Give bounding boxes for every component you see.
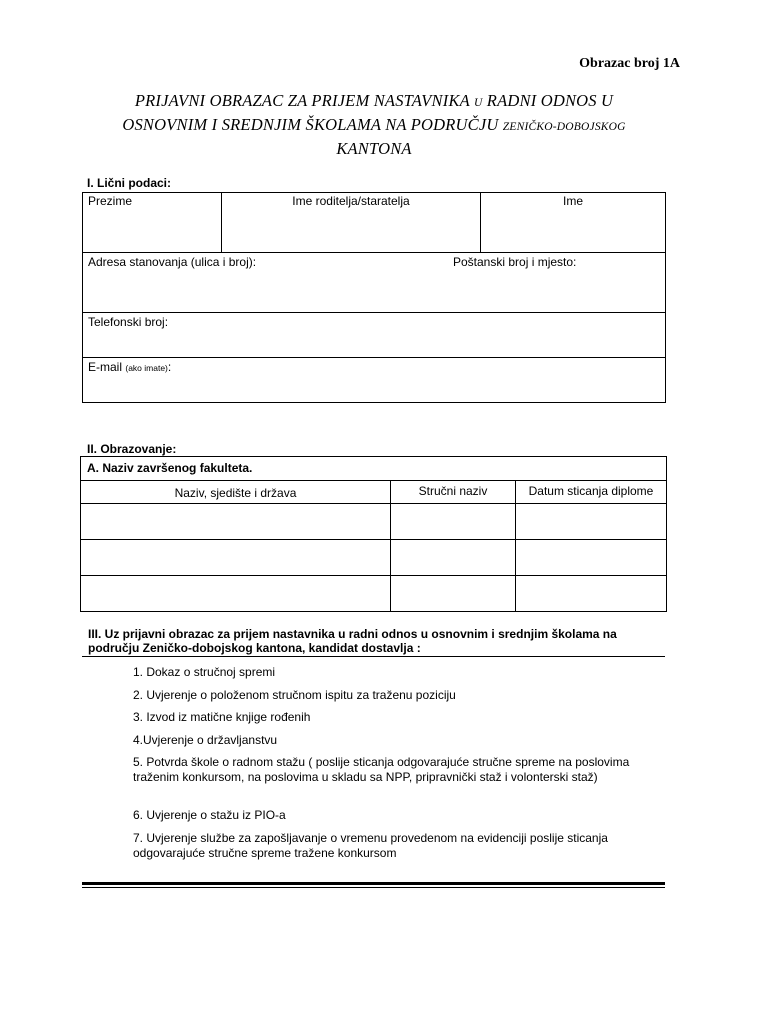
- col-naziv-label: Naziv, sjedište i država: [174, 486, 297, 500]
- education-row-2-strucni[interactable]: [390, 539, 516, 576]
- section2-heading: II. Obrazovanje:: [87, 442, 177, 456]
- required-doc-1: 1. Dokaz o stručnoj spremi: [133, 665, 276, 679]
- required-doc-2: 2. Uvjerenje o položenom stručnom ispitu za traženu poziciju: [133, 688, 456, 702]
- title-line2-small: ZENIČKO-DOBOJSKOG: [502, 121, 626, 133]
- title-line1-a: PRIJAVNI OBRAZAC ZA PRIJEM NASTAVNIKA: [134, 91, 474, 110]
- faculty-subheading: A. Naziv završenog fakulteta.: [87, 461, 253, 475]
- email-colon: :: [167, 360, 172, 374]
- faculty-header-row: [80, 456, 667, 481]
- form-number: Obrazac broj 1A: [579, 56, 680, 71]
- col-datum-header: [515, 480, 667, 504]
- bottom-rule-thick: [82, 882, 665, 885]
- col-strucni-label: Stručni naziv: [418, 484, 488, 498]
- adresa-label: Adresa stanovanja (ulica i broj):: [88, 255, 257, 269]
- telefon-field[interactable]: [82, 312, 666, 358]
- personal-data-table: [82, 192, 666, 403]
- title-line1-small: U: [473, 97, 483, 109]
- required-doc-3: 3. Izvod iz matične knjige rođenih: [133, 710, 311, 724]
- bottom-rule-thin: [82, 887, 665, 888]
- email-field[interactable]: [82, 357, 666, 403]
- education-table: [80, 456, 667, 612]
- title-line3: KANTONA: [336, 139, 412, 158]
- ime-label: Ime: [562, 194, 583, 208]
- section3-underline: [82, 656, 665, 657]
- title-line2-a: OSNOVNIM I SREDNJIM ŠKOLAMA NA PODRUČJU: [122, 115, 503, 134]
- required-doc-7: 7. Uvjerenje službe za zapošljavanje o vremenu provedenom na evidenciji poslije sticanja odgovarajuće stručne spreme tražene konkursom: [133, 831, 608, 860]
- prezime-label: Prezime: [88, 194, 133, 208]
- section3-heading-line2: području Zeničko-dobojskog kantona, kandidat dostavlja :: [88, 641, 421, 655]
- education-row-2-datum[interactable]: [515, 539, 667, 576]
- postanski-label: Poštanski broj i mjesto:: [453, 255, 577, 269]
- education-row-1-datum[interactable]: [515, 503, 667, 540]
- roditelj-field[interactable]: [221, 192, 481, 253]
- ime-field[interactable]: [480, 192, 666, 253]
- email-label: [88, 360, 171, 374]
- education-row-1-naziv[interactable]: [80, 503, 391, 540]
- title-line1-b: RADNI ODNOS U: [482, 91, 614, 110]
- required-doc-5: 5. Potvrda škole o radnom stažu ( poslije sticanja odgovarajuće stručne spreme na poslovima traženim konkursom, na poslovima u skladu sa NPP, pripravnički staž i volonterski staž): [133, 755, 630, 784]
- form-title: [82, 90, 666, 159]
- education-row-3-datum[interactable]: [515, 575, 667, 612]
- col-strucni-header: [390, 480, 516, 504]
- education-row-1-strucni[interactable]: [390, 503, 516, 540]
- adresa-field[interactable]: [82, 252, 666, 313]
- required-doc-4: 4.Uvjerenje o državljanstvu: [133, 733, 278, 747]
- col-naziv-header: [80, 480, 391, 504]
- section3-heading: [88, 627, 668, 655]
- education-row-2-naziv[interactable]: [80, 539, 391, 576]
- email-note: (ako imate): [125, 363, 168, 373]
- section1-heading: I. Lični podaci:: [87, 176, 172, 190]
- section3-heading-line1: III. Uz prijavni obrazac za prijem nastavnika u radni odnos u osnovnim i srednjim školama na: [88, 627, 617, 641]
- education-row-3-naziv[interactable]: [80, 575, 391, 612]
- roditelj-label: Ime roditelja/staratelja: [292, 194, 410, 208]
- email-text: E-mail: [88, 360, 123, 374]
- required-doc-6: 6. Uvjerenje o stažu iz PIO-a: [133, 808, 286, 822]
- education-row-3-strucni[interactable]: [390, 575, 516, 612]
- col-datum-label: Datum sticanja diplome: [528, 484, 654, 498]
- prezime-field[interactable]: [82, 192, 222, 253]
- telefon-label: Telefonski broj:: [88, 315, 169, 329]
